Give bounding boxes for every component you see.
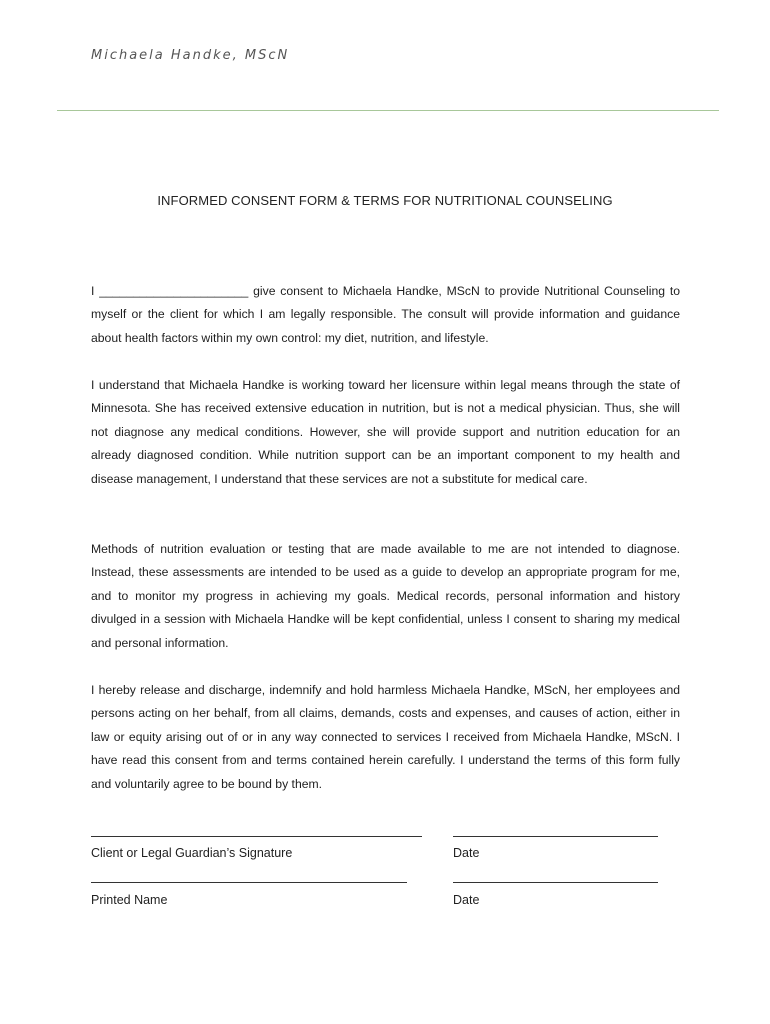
signature-date-label: Date <box>453 846 480 860</box>
signature-label: Client or Legal Guardian’s Signature <box>91 846 293 860</box>
printed-name-line[interactable] <box>91 882 407 883</box>
release-paragraph: I hereby release and discharge, indemnify and hold harmless Michaela Handke, MScN, her employees and persons acting on her behalf, from all claims, demands, costs and expenses, and causes of action, either in law or equity arising out of or in any way connected to services I received from Michaela Handke, MScN. I have read this consent from and terms contained herein carefully. I understand the terms of this form fully and voluntarily agree to be bound by them. <box>91 683 680 791</box>
printed-name-date-line[interactable] <box>453 882 658 883</box>
licensure-paragraph: I understand that Michaela Handke is working toward her licensure within legal means through the state of Minnesota. She has received extensive education in nutrition, but is not a medical physician. Thus, she will not diagnose any medical conditions. However, she will provide support and nutrition education for an already diagnosed condition. While nutrition support can be an important component to my health and disease management, I understand that these services are not a substitute for medical care. <box>91 378 680 486</box>
author-header: Michaela Handke, MScN <box>91 48 290 63</box>
printed-name-date-label: Date <box>453 893 480 907</box>
header-divider <box>57 110 719 111</box>
signature-date-line[interactable] <box>453 836 658 837</box>
consent-paragraph-1: I ______________________ give consent to Michaela Handke, MScN to provide Nutritional Counseling to myself or the client for which I am legally responsible. The consult will provide information and guidance about health factors within my own control: my diet, nutrition, and lifestyle. <box>91 284 680 345</box>
signature-line[interactable] <box>91 836 422 837</box>
evaluation-paragraph: Methods of nutrition evaluation or testing that are made available to me are not intended to diagnose. Instead, these assessments are intended to be used as a guide to develop an appropriate program for me, and to monitor my progress in achieving my goals. Medical records, personal information and history divulged in a session with Michaela Handke will be kept confidential, unless I consent to sharing my medical and personal information. <box>91 542 680 650</box>
form-title: INFORMED CONSENT FORM & TERMS FOR NUTRITIONAL COUNSELING <box>157 193 613 208</box>
printed-name-label: Printed Name <box>91 893 168 907</box>
